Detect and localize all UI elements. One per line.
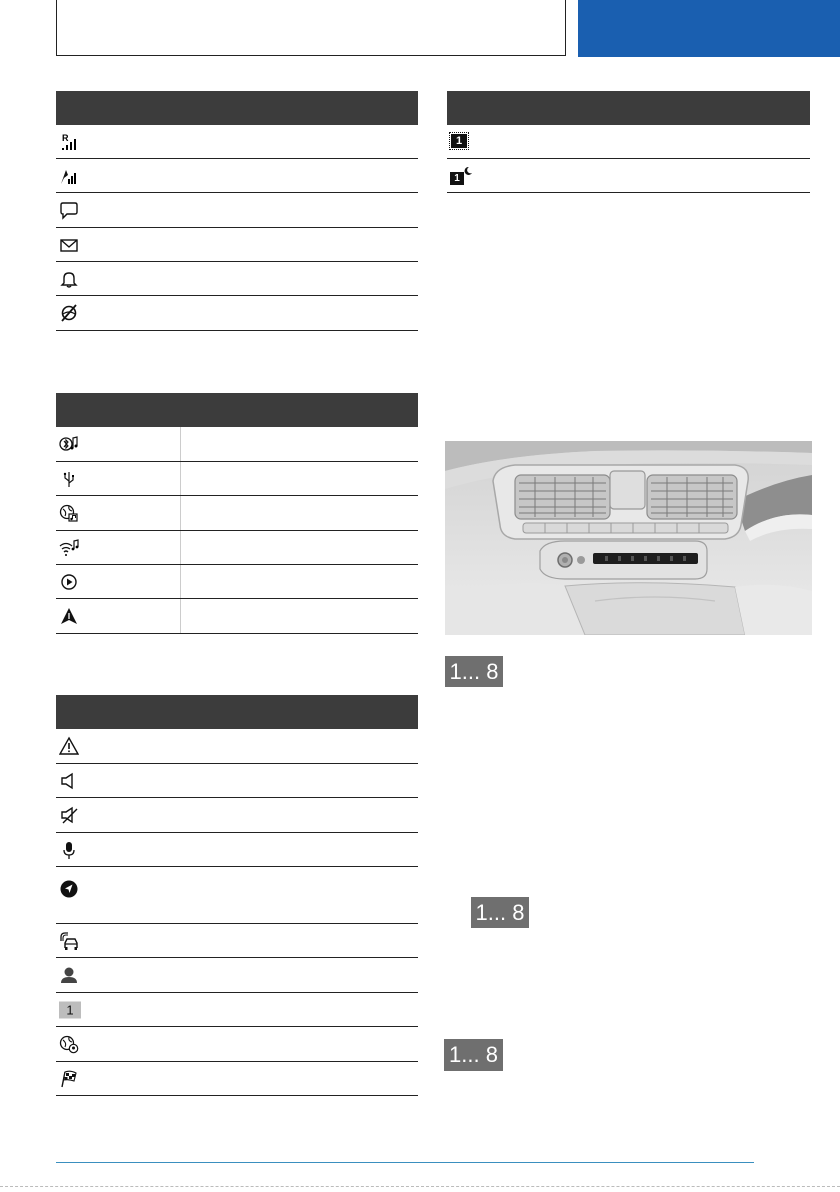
table-row — [56, 565, 418, 599]
favorite-buttons-symbol: 1... 8 — [471, 897, 529, 928]
status-icons-table — [56, 91, 418, 331]
table-header-bar — [447, 91, 810, 125]
online-music-icon — [59, 503, 79, 523]
table-row — [56, 798, 418, 833]
number-one-label: 1 — [59, 1001, 81, 1018]
header-title-box — [56, 0, 566, 56]
table-row — [56, 296, 418, 331]
signal-strength-icon — [59, 166, 79, 186]
usb-icon — [59, 469, 79, 489]
online-location-icon — [59, 1034, 79, 1054]
favorite-buttons-symbol: 1... 8 — [444, 1039, 503, 1071]
chapter-tab — [578, 0, 840, 57]
number-one-box-icon — [59, 1001, 81, 1018]
footer-rule — [56, 1162, 754, 1163]
table-row — [56, 262, 418, 296]
profile-icons-table — [447, 91, 810, 193]
table-row — [56, 833, 418, 867]
entertainment-icons-table — [56, 393, 418, 634]
table-row — [56, 496, 418, 531]
table-row — [56, 1062, 418, 1096]
speaker-muted-icon — [59, 805, 79, 825]
table-row — [447, 125, 810, 159]
roaming-signal-icon — [59, 132, 79, 152]
table-row — [56, 867, 418, 924]
svg-text:R: R — [62, 132, 69, 143]
table-header-bar — [56, 695, 418, 729]
table-header-bar — [56, 393, 418, 427]
page-edge — [0, 1186, 840, 1187]
wifi-audio-icon — [59, 538, 79, 558]
bluetooth-audio-icon — [59, 434, 79, 454]
table-row — [56, 924, 418, 958]
table-row — [56, 531, 418, 565]
table-row — [56, 1027, 418, 1062]
favorite-buttons-symbol: 1... 8 — [445, 656, 503, 687]
table-row — [56, 764, 418, 798]
table-row — [56, 193, 418, 228]
table-row — [56, 125, 418, 159]
table-row — [56, 462, 418, 496]
table-row — [56, 427, 418, 462]
favorite-buttons-photo — [445, 441, 812, 635]
microphone-icon — [59, 840, 79, 860]
no-network-icon — [59, 303, 79, 323]
profile-one-night-icon — [450, 166, 474, 186]
vehicle-connect-icon — [59, 931, 79, 951]
table-row — [447, 159, 810, 193]
additional-icons-table — [56, 695, 418, 1096]
table-row — [56, 958, 418, 993]
table-row — [56, 993, 418, 1027]
email-icon — [59, 235, 79, 255]
warning-triangle-icon — [59, 736, 79, 756]
checkered-flag-icon — [59, 1069, 79, 1089]
table-row — [56, 228, 418, 262]
profile-one-label: 1 — [451, 134, 467, 148]
navigation-arrow-icon — [59, 879, 79, 899]
profile-one-night-label: 1 — [450, 172, 464, 185]
table-header-bar — [56, 91, 418, 125]
table-row — [56, 729, 418, 764]
table-row — [56, 599, 418, 634]
profile-one-icon — [450, 133, 470, 151]
carplay-icon — [59, 606, 79, 626]
speaker-icon — [59, 771, 79, 791]
reminder-bell-icon — [59, 269, 79, 289]
driver-profile-icon — [59, 965, 79, 985]
table-row — [56, 159, 418, 193]
play-icon — [59, 572, 79, 592]
text-message-icon — [59, 200, 79, 220]
moon-icon — [463, 166, 473, 176]
